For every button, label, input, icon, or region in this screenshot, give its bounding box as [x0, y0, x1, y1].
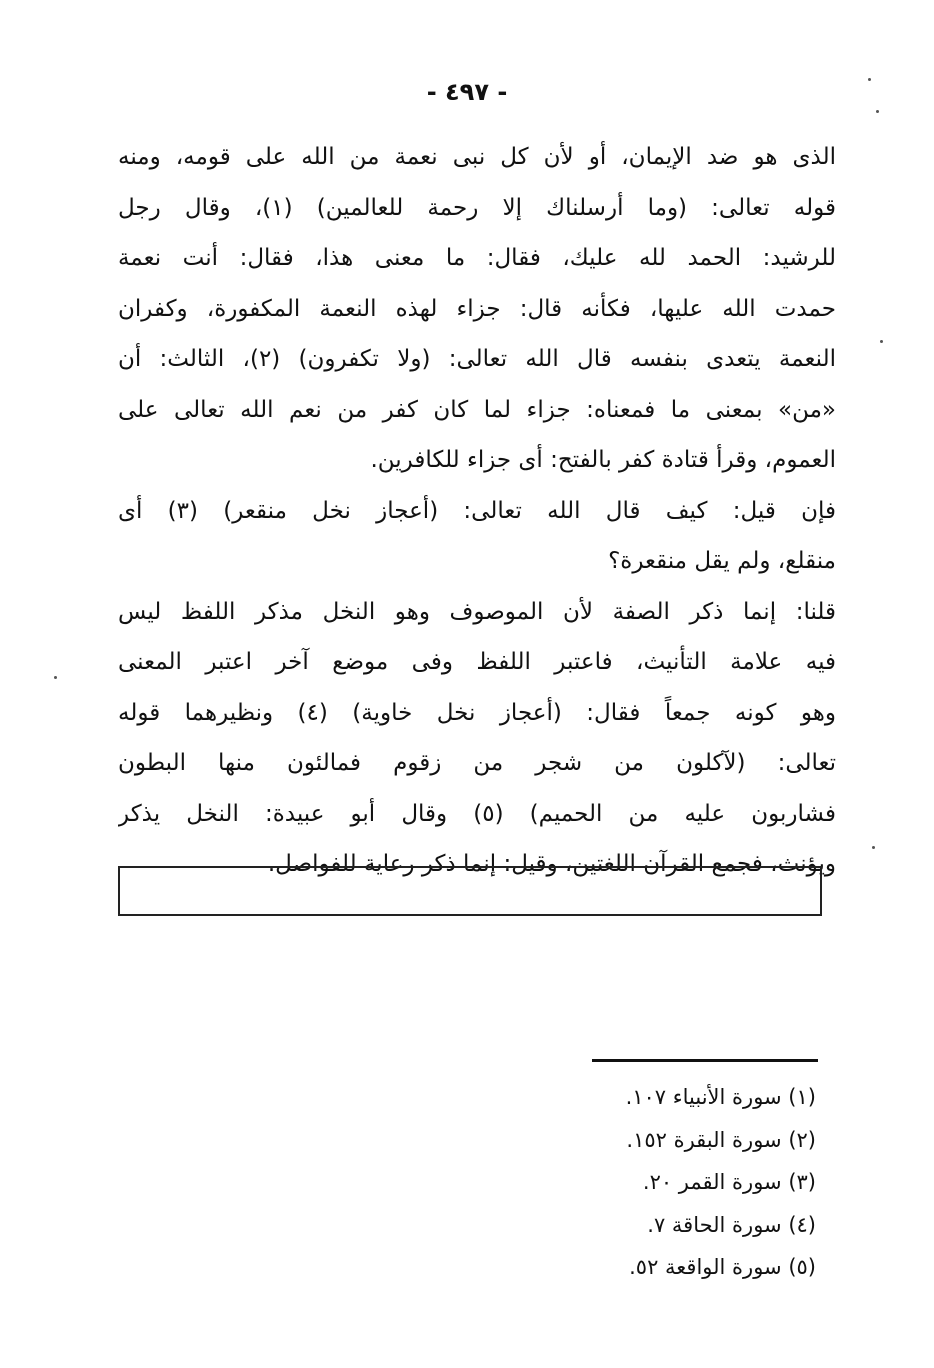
footnote-item: (٣) سورة القمر ٢٠.	[642, 1170, 816, 1194]
footnote-item: (٤) سورة الحاقة ٧.	[647, 1212, 816, 1237]
footnote-item: (١) سورة الأنبياء ١٠٧.	[625, 1085, 816, 1109]
empty-box	[118, 866, 822, 916]
text-line: ويؤنث، فجمع القرآن اللغتين، وقيل: إنما ذكر رعاية للفواصل.	[267, 851, 836, 877]
text-line: قلنا: إنما ذكر الصفة لأن الموصوف وهو النخل مذكر اللفظ ليس	[118, 598, 836, 625]
text-line: فيه علامة التأنيث، فاعتبر اللفظ وفى موضع آخر اعتبر المعنى	[118, 649, 836, 675]
body-text	[118, 132, 836, 890]
scan-speck	[880, 340, 883, 343]
text-line: قوله تعالى: (وما أرسلناك إلا رحمة للعالمين) (١)، وقال رجل	[118, 194, 836, 221]
text-line: الذى هو ضد الإيمان، أو لأن كل نبى نعمة من الله على قومه، ومنه	[118, 144, 836, 170]
text-line: وهو كونه جمعاً فقال: (أعجاز نخل خاوية) (٤) ونظيرهما قوله	[118, 699, 836, 726]
footnote-item: (٢) سورة البقرة ١٥٢.	[626, 1127, 816, 1152]
scan-speck	[54, 676, 57, 679]
footnotes	[556, 1076, 816, 1289]
text-line: فشاربون عليه من الحميم) (٥) وقال أبو عبيدة: النخل يذكر	[118, 800, 836, 827]
text-line: العموم، وقرأ قتادة كفر بالفتح: أى جزاء للكافرين.	[370, 447, 836, 473]
page-number: - ٤٩٧ -	[426, 78, 508, 106]
text-line: منقلع، ولم يقل منقعرة؟	[608, 548, 836, 574]
scan-speck	[868, 78, 871, 81]
text-line: تعالى: (لآكلون من شجر من زقوم فمالئون منها البطون	[118, 750, 836, 776]
text-line: للرشيد: الحمد لله عليك، فقال: ما معنى هذا، فقال: أنت نعمة	[118, 245, 836, 271]
scan-speck	[876, 110, 879, 113]
scan-speck	[872, 846, 875, 849]
text-line: «من» بمعنى ما فمعناه: جزاء لما كان كفر من نعم الله تعالى على	[118, 396, 836, 423]
text-line: حمدت الله عليها، فكأنه قال: جزاء لهذه النعمة المكفورة، وكفران	[118, 295, 836, 322]
footnote-item: (٥) سورة الواقعة ٥٢.	[629, 1255, 816, 1279]
footnote-divider	[592, 1059, 818, 1062]
text-line: فإن قيل: كيف قال الله تعالى: (أعجاز نخل منقعر) (٣) أى	[118, 497, 836, 524]
text-line: النعمة يتعدى بنفسه قال الله تعالى: (ولا تكفرون) (٢)، الثالث: أن	[118, 346, 836, 372]
